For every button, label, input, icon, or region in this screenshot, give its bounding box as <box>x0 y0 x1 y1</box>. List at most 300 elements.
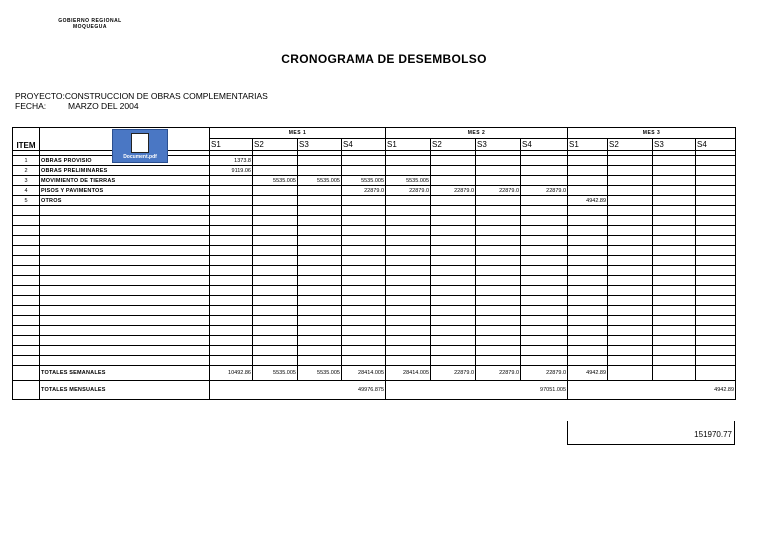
item-number <box>13 306 40 316</box>
monthly-totals-row <box>13 381 736 400</box>
table-row <box>13 166 736 176</box>
week-value <box>521 346 568 356</box>
week-value <box>568 206 608 216</box>
week-value: 5535.005 <box>298 176 342 186</box>
week-value <box>210 236 253 246</box>
week-value <box>253 156 298 166</box>
week-value <box>431 266 476 276</box>
week-value <box>476 256 521 266</box>
week-value <box>696 356 736 366</box>
week-value <box>386 236 431 246</box>
week-value <box>608 216 653 226</box>
week-value <box>386 296 431 306</box>
week-value <box>431 346 476 356</box>
week-value <box>253 236 298 246</box>
week-value <box>568 296 608 306</box>
item-description: OBRAS PRELIMINARES <box>40 166 210 176</box>
week-value <box>298 226 342 236</box>
monthly-total-3: 4942.89 <box>568 381 736 400</box>
item-number <box>13 226 40 236</box>
week-header: S4 <box>521 139 568 151</box>
week-value <box>521 296 568 306</box>
week-value <box>342 166 386 176</box>
week-value <box>210 316 253 326</box>
week-value <box>521 196 568 206</box>
week-value <box>210 266 253 276</box>
week-value <box>210 186 253 196</box>
monthly-total-1: 49976.875 <box>210 381 386 400</box>
week-value <box>653 266 696 276</box>
week-value <box>253 336 298 346</box>
week-value <box>608 156 653 166</box>
week-value <box>298 156 342 166</box>
week-value <box>696 206 736 216</box>
week-value <box>386 326 431 336</box>
week-value <box>431 256 476 266</box>
table-row <box>13 306 736 316</box>
item-description: PISOS Y PAVIMENTOS <box>40 186 210 196</box>
week-value <box>431 246 476 256</box>
week-value <box>431 216 476 226</box>
week-value <box>386 156 431 166</box>
week-value <box>608 306 653 316</box>
item-description <box>40 256 210 266</box>
week-value <box>653 316 696 326</box>
week-value: 22879.0 <box>476 186 521 196</box>
item-description <box>40 306 210 316</box>
week-value <box>431 236 476 246</box>
week-value <box>521 166 568 176</box>
week-value <box>653 216 696 226</box>
monthly-total-2: 97051.005 <box>386 381 568 400</box>
week-value <box>608 296 653 306</box>
week-value <box>653 276 696 286</box>
weekly-total: 10492.86 <box>210 366 253 381</box>
item-number: 3 <box>13 176 40 186</box>
week-value <box>431 296 476 306</box>
week-value <box>696 256 736 266</box>
weekly-totals-row <box>13 366 736 381</box>
week-value <box>568 326 608 336</box>
item-number <box>13 296 40 306</box>
week-value <box>608 266 653 276</box>
week-value <box>696 316 736 326</box>
week-value <box>653 186 696 196</box>
week-value <box>608 256 653 266</box>
item-number <box>13 256 40 266</box>
table-row <box>13 326 736 336</box>
week-value <box>386 166 431 176</box>
week-value <box>568 226 608 236</box>
week-value <box>568 186 608 196</box>
project-line: PROYECTO:CONSTRUCCION DE OBRAS COMPLEMENTARIAS <box>15 91 268 101</box>
week-value <box>210 206 253 216</box>
weekly-total: 22879.0 <box>521 366 568 381</box>
week-value <box>431 336 476 346</box>
week-value <box>653 356 696 366</box>
week-value <box>298 236 342 246</box>
week-value <box>386 346 431 356</box>
week-header: S2 <box>608 139 653 151</box>
week-value <box>568 316 608 326</box>
week-value <box>608 246 653 256</box>
week-value <box>210 256 253 266</box>
week-value <box>298 166 342 176</box>
week-value <box>253 246 298 256</box>
item-number <box>13 326 40 336</box>
week-value <box>476 156 521 166</box>
week-value <box>653 336 696 346</box>
week-value <box>210 276 253 286</box>
week-value <box>386 276 431 286</box>
week-value <box>653 156 696 166</box>
week-value <box>298 346 342 356</box>
week-value <box>253 326 298 336</box>
date-label: FECHA: <box>15 101 47 111</box>
week-value <box>342 316 386 326</box>
week-value <box>386 246 431 256</box>
week-value <box>653 286 696 296</box>
week-value <box>476 216 521 226</box>
week-value <box>608 286 653 296</box>
table-row <box>13 286 736 296</box>
week-value <box>608 336 653 346</box>
week-value <box>521 356 568 366</box>
week-value <box>210 176 253 186</box>
week-value <box>521 306 568 316</box>
week-value <box>210 216 253 226</box>
item-description: MOVIMIENTO DE TIERRAS <box>40 176 210 186</box>
item-number: 5 <box>13 196 40 206</box>
week-value <box>476 336 521 346</box>
table-row <box>13 336 736 346</box>
week-value <box>696 166 736 176</box>
week-value <box>342 336 386 346</box>
weekly-total: 4942.89 <box>568 366 608 381</box>
week-value <box>253 216 298 226</box>
item-description <box>40 276 210 286</box>
week-value <box>568 336 608 346</box>
week-value <box>342 206 386 216</box>
week-value <box>696 296 736 306</box>
week-value <box>431 226 476 236</box>
item-description <box>40 266 210 276</box>
item-description <box>40 286 210 296</box>
week-value <box>568 286 608 296</box>
week-value <box>210 346 253 356</box>
header-spacer-item <box>13 128 40 139</box>
weekly-total <box>653 366 696 381</box>
org-line-1: GOBIERNO REGIONAL <box>58 18 122 24</box>
week-value <box>210 226 253 236</box>
week-value <box>386 356 431 366</box>
week-value <box>608 316 653 326</box>
item-number <box>13 346 40 356</box>
weekly-total <box>608 366 653 381</box>
week-value <box>476 356 521 366</box>
week-value <box>568 306 608 316</box>
week-value <box>653 346 696 356</box>
week-value <box>521 236 568 246</box>
week-value <box>298 216 342 226</box>
weekly-total: 28414.005 <box>342 366 386 381</box>
week-value <box>253 346 298 356</box>
week-value <box>210 336 253 346</box>
table-row <box>13 206 736 216</box>
week-value <box>653 246 696 256</box>
item-description: OBRAS PROVISIO <box>40 156 210 166</box>
week-value: 5535.005 <box>386 176 431 186</box>
week-value <box>653 166 696 176</box>
week-value <box>342 356 386 366</box>
item-number <box>13 206 40 216</box>
week-value <box>298 246 342 256</box>
week-value <box>431 206 476 216</box>
weekly-total: 22879.0 <box>431 366 476 381</box>
week-value <box>521 156 568 166</box>
week-value <box>386 216 431 226</box>
week-value <box>298 276 342 286</box>
week-value <box>342 346 386 356</box>
week-header: S3 <box>476 139 521 151</box>
week-value <box>386 266 431 276</box>
week-value <box>653 306 696 316</box>
week-value <box>521 336 568 346</box>
week-value <box>386 306 431 316</box>
item-number <box>13 316 40 326</box>
item-description <box>40 296 210 306</box>
week-value <box>608 186 653 196</box>
weekly-total: 5535.005 <box>298 366 342 381</box>
item-number <box>13 266 40 276</box>
weekly-total: 22879.0 <box>476 366 521 381</box>
week-value <box>521 266 568 276</box>
week-value <box>653 236 696 246</box>
week-value <box>608 206 653 216</box>
week-value <box>696 246 736 256</box>
page-glyph-icon <box>131 133 149 153</box>
week-value <box>608 176 653 186</box>
week-value <box>568 176 608 186</box>
week-value <box>608 326 653 336</box>
item-number <box>13 246 40 256</box>
week-header: S3 <box>298 139 342 151</box>
week-value <box>568 356 608 366</box>
week-value <box>521 326 568 336</box>
week-value <box>476 196 521 206</box>
week-value <box>298 336 342 346</box>
week-value <box>653 196 696 206</box>
item-number <box>13 276 40 286</box>
week-value <box>298 266 342 276</box>
table-row <box>13 216 736 226</box>
week-value <box>386 256 431 266</box>
week-value: 22879.0 <box>386 186 431 196</box>
table-row <box>13 236 736 246</box>
week-value <box>696 236 736 246</box>
item-number <box>13 236 40 246</box>
week-value <box>568 156 608 166</box>
week-value <box>342 226 386 236</box>
month-header-1: MES 1 <box>210 128 386 139</box>
week-value <box>521 286 568 296</box>
week-value: 22879.0 <box>521 186 568 196</box>
table-row <box>13 196 736 206</box>
page-title: CRONOGRAMA DE DESEMBOLSO <box>281 52 487 66</box>
week-value <box>386 316 431 326</box>
date-value: MARZO DEL 2004 <box>68 101 139 111</box>
week-value <box>298 196 342 206</box>
week-header: S4 <box>342 139 386 151</box>
week-value <box>696 326 736 336</box>
item-number: 4 <box>13 186 40 196</box>
week-value <box>386 226 431 236</box>
week-value <box>696 196 736 206</box>
monthly-totals-label: TOTALES MENSUALES <box>40 381 210 400</box>
week-value <box>298 206 342 216</box>
week-value <box>476 276 521 286</box>
week-value <box>521 246 568 256</box>
item-number: 1 <box>13 156 40 166</box>
table-row <box>13 266 736 276</box>
weekly-totals-label: TOTALES SEMANALES <box>40 366 210 381</box>
week-value <box>653 176 696 186</box>
item-description <box>40 356 210 366</box>
week-value <box>386 286 431 296</box>
weekly-total: 5535.005 <box>253 366 298 381</box>
document-pdf-icon[interactable] <box>112 129 168 163</box>
week-value <box>568 266 608 276</box>
week-value <box>298 296 342 306</box>
week-value <box>342 216 386 226</box>
week-value <box>653 326 696 336</box>
week-value <box>386 336 431 346</box>
week-value <box>476 266 521 276</box>
week-header: S2 <box>253 139 298 151</box>
week-value <box>431 176 476 186</box>
week-value <box>608 346 653 356</box>
week-value <box>253 206 298 216</box>
week-value <box>696 176 736 186</box>
week-value: 22879.0 <box>342 186 386 196</box>
org-line-2: MOQUEGUA <box>73 24 107 30</box>
week-value <box>653 206 696 216</box>
week-value <box>210 356 253 366</box>
item-description <box>40 216 210 226</box>
week-value <box>476 316 521 326</box>
week-value <box>210 296 253 306</box>
week-value <box>210 306 253 316</box>
week-value: 4942.89 <box>568 196 608 206</box>
week-value <box>521 216 568 226</box>
item-description <box>40 316 210 326</box>
week-value <box>521 276 568 286</box>
week-value <box>298 306 342 316</box>
week-value <box>253 266 298 276</box>
week-value <box>298 186 342 196</box>
month-header-2: MES 2 <box>386 128 568 139</box>
table-row <box>13 186 736 196</box>
week-value <box>431 276 476 286</box>
week-value <box>476 236 521 246</box>
item-description: OTROS <box>40 196 210 206</box>
week-value <box>253 276 298 286</box>
week-value <box>298 326 342 336</box>
month-header-3: MES 3 <box>568 128 736 139</box>
week-value <box>476 286 521 296</box>
table-cell <box>13 366 40 381</box>
week-value <box>431 196 476 206</box>
week-value <box>653 296 696 306</box>
item-description <box>40 206 210 216</box>
week-value <box>253 196 298 206</box>
week-value <box>521 316 568 326</box>
week-value <box>653 256 696 266</box>
item-description <box>40 326 210 336</box>
item-number <box>13 216 40 226</box>
week-value: 1373.8 <box>210 156 253 166</box>
week-value <box>696 346 736 356</box>
week-value <box>431 356 476 366</box>
week-value <box>253 316 298 326</box>
week-value <box>568 166 608 176</box>
week-header: S1 <box>568 139 608 151</box>
week-value <box>476 166 521 176</box>
week-value <box>431 326 476 336</box>
week-value <box>476 176 521 186</box>
table-row <box>13 276 736 286</box>
week-value <box>210 196 253 206</box>
table-row <box>13 246 736 256</box>
week-value <box>253 286 298 296</box>
week-value <box>253 296 298 306</box>
item-number <box>13 336 40 346</box>
week-value <box>298 286 342 296</box>
table-row <box>13 316 736 326</box>
week-value <box>568 346 608 356</box>
week-value <box>521 226 568 236</box>
week-value <box>653 226 696 236</box>
week-value <box>431 306 476 316</box>
item-description <box>40 246 210 256</box>
week-value <box>298 256 342 266</box>
week-header: S2 <box>431 139 476 151</box>
item-description <box>40 346 210 356</box>
week-value <box>476 306 521 316</box>
item-column-header: ITEM <box>13 139 40 151</box>
week-value <box>210 326 253 336</box>
table-row <box>13 356 736 366</box>
weekly-total <box>696 366 736 381</box>
week-value <box>696 266 736 276</box>
week-value <box>521 256 568 266</box>
week-value: 5535.005 <box>342 176 386 186</box>
week-value <box>342 246 386 256</box>
week-value <box>476 346 521 356</box>
item-description <box>40 236 210 246</box>
week-value <box>568 256 608 266</box>
week-value <box>476 206 521 216</box>
week-value <box>386 206 431 216</box>
document-caption: Document.pdf <box>123 154 157 160</box>
week-value <box>696 286 736 296</box>
week-value <box>253 166 298 176</box>
weekly-total: 28414.005 <box>386 366 431 381</box>
week-value <box>608 196 653 206</box>
week-value <box>298 356 342 366</box>
week-value <box>431 316 476 326</box>
week-header: S1 <box>210 139 253 151</box>
